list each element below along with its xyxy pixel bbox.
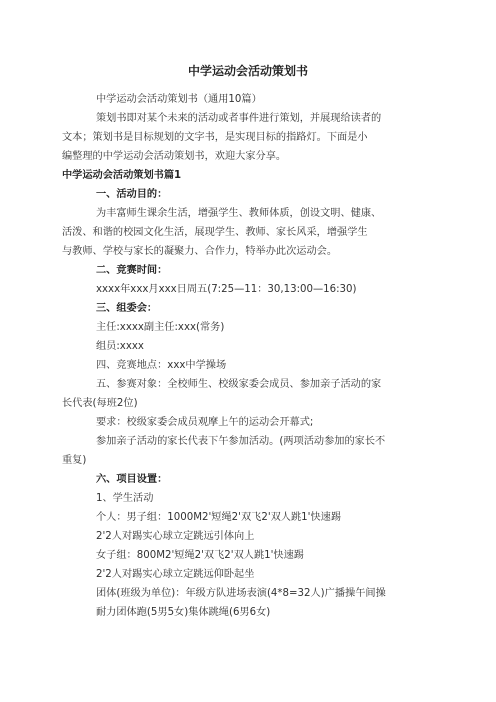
text-line: 编整理的中学运动会活动策划书，欢迎大家分享。 [62,151,287,162]
text-line: 为丰富师生课余生活，增强学生、教师体质，创设文明、健康、 [96,208,382,219]
text-line: 文本；策划书是目标规划的文字书，是实现目标的指路灯。下面是小 [62,132,368,143]
text-line: 2'2人对踢实心球立定跳远引体向上 [96,531,255,542]
text-line: 参加亲子活动的家长代表下午参加活动。(两项活动参加的家长不 [96,436,386,447]
text-line: 长代表(每班2位) [62,398,138,409]
text-line: 团体(班级为单位)：年级方队进场表演(4*8=32人)广播操午间操 [96,588,386,599]
text-line: 策划书即对某个未来的活动或者事件进行策划，并展现给读者的 [96,113,382,124]
section-heading: 六、项目设置： [96,474,168,485]
text-line: 2'2人对踢实心球立定跳远仰卧起坐 [96,569,255,580]
text-line: xxxx年xxx月xxx日周五(7:25—11：30,13:00—16:30) [96,284,357,295]
text-line: 1、学生活动 [96,493,154,504]
document-title: 中学运动会活动策划书 [187,64,308,78]
text-line: 五、参赛对象：全校师生、校级家委会成员、参加亲子活动的家 [96,379,382,390]
text-line: 中学运动会活动策划书（通用10篇） [96,94,262,105]
text-line: 耐力团体跑(5男5女)集体跳绳(6男6女) [96,607,271,618]
text-line: 主任:xxxx副主任:xxx(常务) [96,322,225,333]
section-heading: 二、竞赛时间： [96,265,168,276]
text-line: 女子组：800M2'短绳2'双飞2'双人跳1'快速踢 [96,550,304,561]
section-heading: 中学运动会活动策划书篇1 [62,170,182,181]
section-heading: 三、组委会： [96,303,158,314]
text-line: 要求：校级家委会成员观摩上午的运动会开幕式; [96,417,314,428]
text-line: 个人：男子组：1000M2'短绳2'双飞2'双人跳1'快速踢 [96,512,342,523]
text-line: 重复) [62,455,87,466]
section-heading: 一、活动目的： [96,189,168,200]
text-line: 活泼、和谐的校园文化生活，展现学生、教师、家长风采，增强学生 [62,227,368,238]
text-line: 与教师、学校与家长的凝聚力、合作力，特举办此次运动会。 [62,246,338,257]
text-line: 组员:xxxx [96,341,144,352]
text-line: 四、竞赛地点：xxx中学操场 [96,360,227,371]
